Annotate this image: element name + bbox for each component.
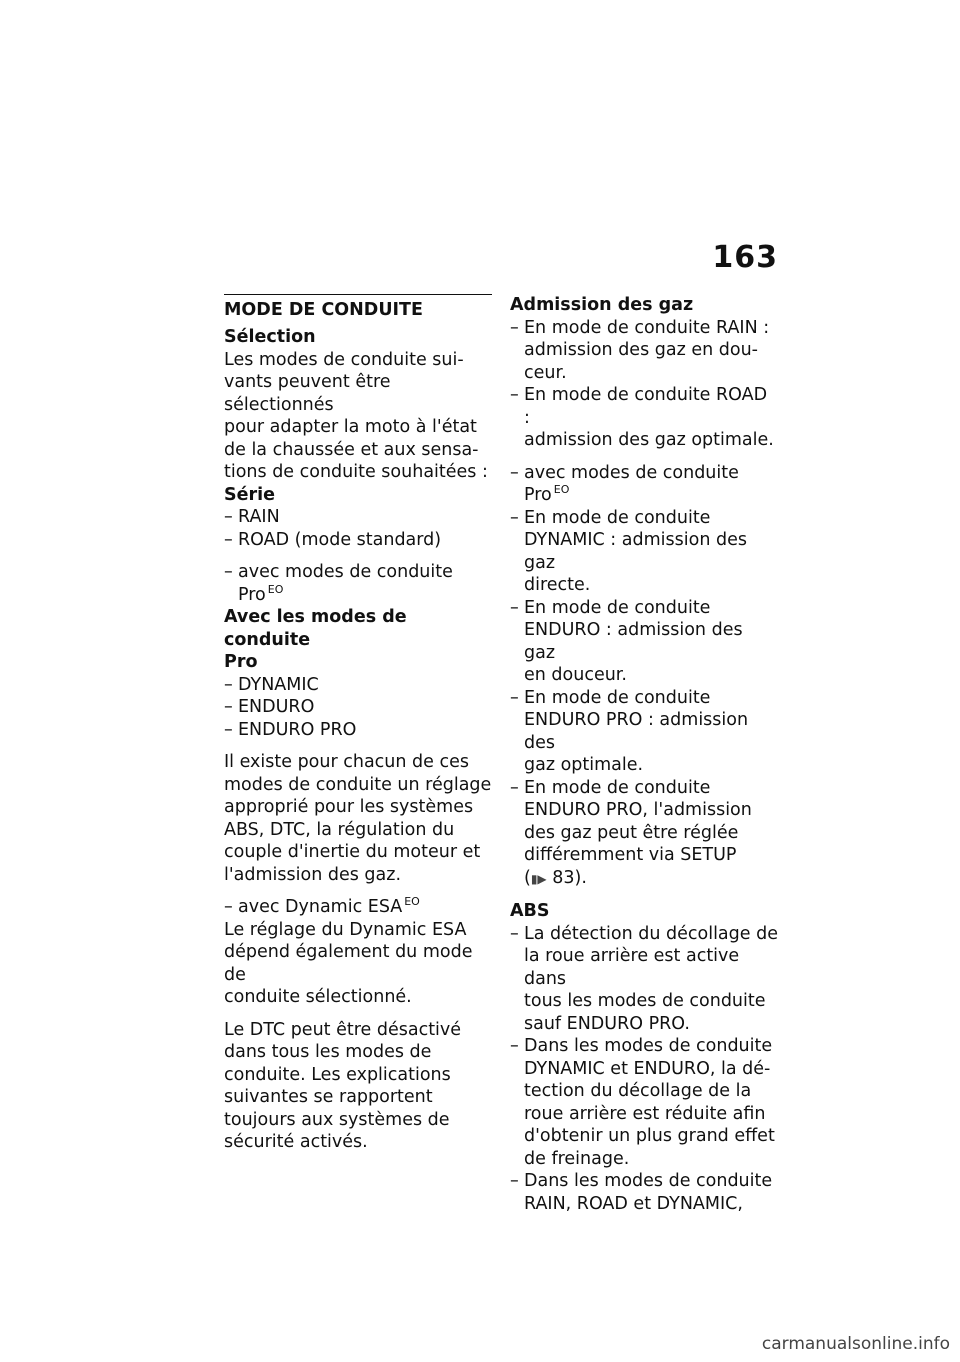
list-item: – En mode de conduite ENDURO PRO : admission des gaz optimale. — [510, 687, 749, 775]
intro-paragraph — [224, 349, 492, 484]
list-item: – En mode de conduite ENDURO : admission des gaz en douceur. — [510, 597, 743, 685]
list-item: – RAIN — [224, 507, 280, 527]
dtc-paragraph: Le DTC peut être désactivé dans tous les modes de conduite. Les explications suivantes se rapportent toujours aux systèmes de sécurité activés. — [224, 1019, 462, 1152]
eo-marker: EO — [267, 582, 284, 596]
eo-marker: EO — [404, 895, 420, 909]
abs-heading: ABS — [510, 901, 550, 921]
esa-option-note: – avec Dynamic ESA $^{EO}$ — [224, 895, 420, 917]
list-item: – Dans les modes de conduite RAIN, ROAD et DYNAMIC, — [510, 1171, 773, 1214]
admission-heading: Admission des gaz — [510, 295, 694, 315]
list-item: – ENDURO — [224, 697, 315, 717]
selection-heading: Sélection — [224, 327, 316, 347]
section-title: MODE DE CONDUITE — [224, 294, 492, 321]
left-column — [224, 294, 492, 1154]
text-line: Les modes de conduite sui- — [224, 349, 464, 370]
serie-heading: Série — [224, 484, 275, 505]
text-line: tions de conduite souhaitées : — [224, 462, 488, 482]
text-line: pour adapter la moto à l'état — [224, 417, 477, 437]
page-reference[interactable]: 83). — [552, 867, 587, 888]
list-item: – En mode de conduite ROAD : admission des gaz optimale. — [510, 385, 774, 450]
list-item: – ROAD (mode standard) — [224, 529, 442, 550]
list-item: – DYNAMIC — [224, 674, 319, 695]
list-item: – En mode de conduite RAIN : admission des gaz en dou- ceur. — [510, 317, 770, 383]
esa-paragraph: Le réglage du Dynamic ESA dépend également du mode de conduite sélectionné. — [224, 919, 473, 1007]
text-line: de la chaussée et aux sensa- — [224, 439, 479, 460]
list-item: – En mode de conduite ENDURO PRO, l'admission des gaz peut être réglée différemment via SETUP (▮▶ 83). — [510, 777, 752, 888]
watermark-footer[interactable]: carmanualsonline.info — [761, 1334, 950, 1354]
list-item: – Dans les modes de conduite DYNAMIC et ENDURO, la dé- tection du décollage de la roue arrière est réduite afin d'obtenir un plus grand effet de freinage. — [510, 1036, 775, 1169]
right-column — [510, 294, 778, 1215]
pro-option-note: – avec modes de conduite Pro $^{EO}$ — [224, 562, 453, 605]
pro-heading: Avec les modes de conduite Pro — [224, 607, 407, 672]
page-reference-arrow-icon: ▮▶ — [530, 871, 547, 886]
eo-marker: EO — [553, 483, 570, 497]
text-line: vants peuvent être sélectionnés — [224, 372, 391, 415]
list-item: – En mode de conduite DYNAMIC : admission des gaz directe. — [510, 507, 747, 595]
pro-option-note: – avec modes de conduite Pro $^{EO}$ — [510, 462, 739, 505]
page-number: 163 — [712, 240, 778, 275]
systems-paragraph: Il existe pour chacun de ces modes de conduite un réglage approprié pour les systèmes ABS, DTC, la régulation du couple d'inertie du moteur et l'admission des gaz. — [224, 752, 492, 885]
list-item: – La détection du décollage de la roue arrière est active dans tous les modes de conduite sauf ENDURO PRO. — [510, 923, 778, 1034]
list-item: – ENDURO PRO — [224, 719, 357, 740]
